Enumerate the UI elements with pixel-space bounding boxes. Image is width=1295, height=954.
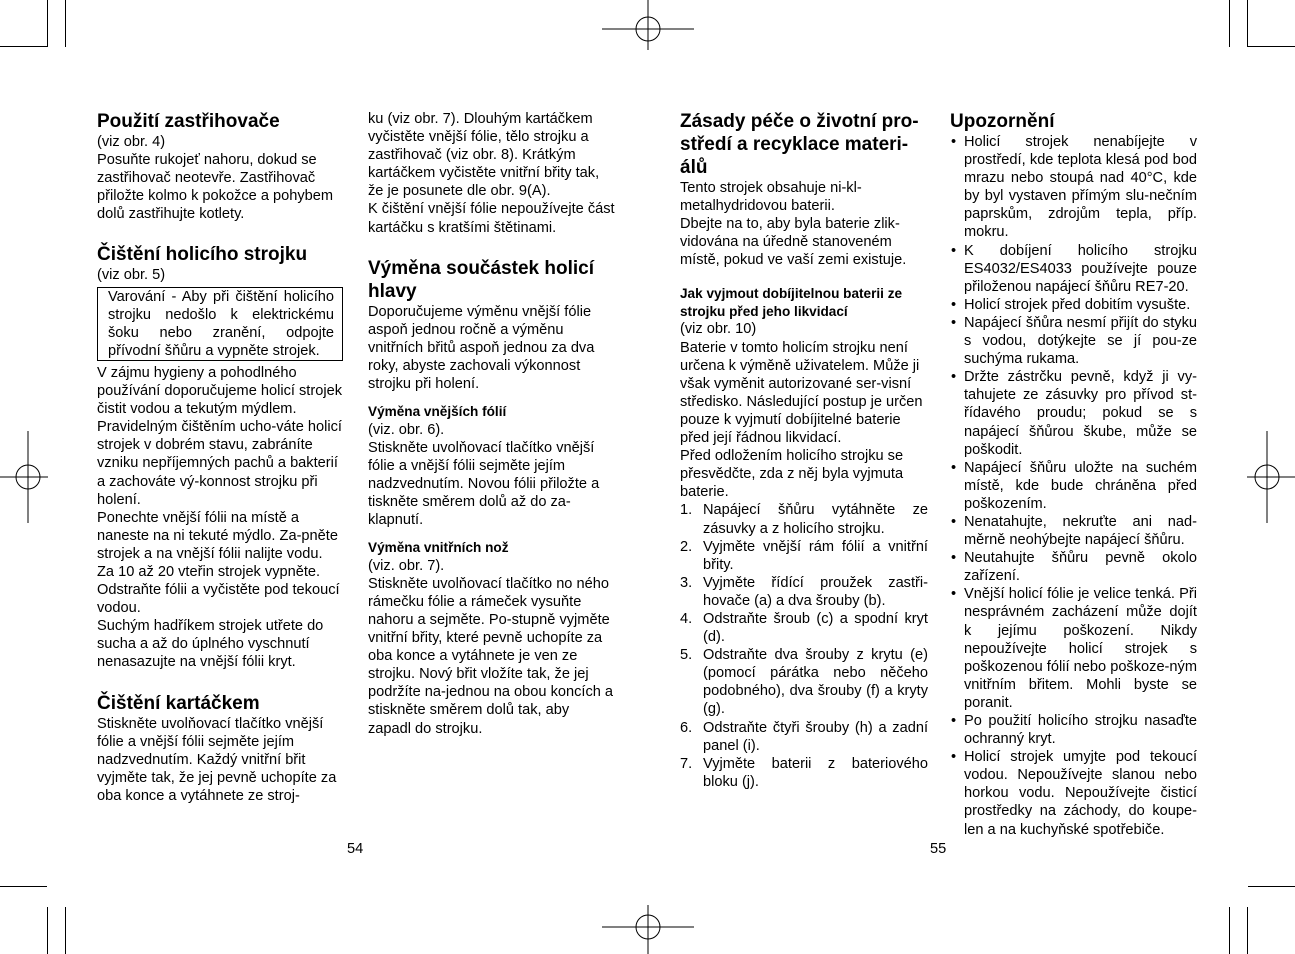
subsection-title-battery-removal: Jak vyjmout dobíjitelnou baterii ze strojku před jeho likvidací [680,286,903,319]
step-item [680,755,928,791]
bullet-icon: • [951,296,957,313]
paragraph: Za 10 až 20 vteřin strojek vypněte. Odstraňte fólii a vyčistěte pod tekoucí vodou. [97,563,340,617]
page54-column1 [97,110,343,805]
paragraph: Baterie v tomto holicím strojku není určena k výměně uživatelem. Může ji však vyměnit autorizované ser-visní středisko. Následující postup je určen pouze k vyjmutí dobíjitelné baterie před její řádnou likvidací. [680,339,923,447]
paragraph: V zájmu hygieny a pohodlného používání doporučujeme holicí strojek čistit vodou a tekutým mýdlem. Pravidelným čištěním ucho-váte holicí strojek v dobrém stavu, zabráníte vzniku nepříjemných pachů a bakterií a zachováte vý-konnost strojku při holení. [97,364,342,508]
caution-item [950,314,1197,368]
caution-item [950,712,1197,748]
step-number: 3. [680,574,693,591]
paragraph: Doporučujeme výměnu vnější fólie aspoň jednou ročně a výměnu vnitřních břitů aspoň jednou za dva roky, abyste zachovali výkonnost strojku při holení. [368,303,595,393]
bullet-icon: • [951,369,957,386]
caution-item [950,459,1197,513]
step-number: 4. [680,610,693,627]
bullet-icon: • [951,713,957,729]
step-number: 1. [680,502,693,519]
page55-column2 [950,110,1197,839]
paragraph: Stiskněte uvolňovací tlačítko vnější fólie a vnější fólii sejměte jejím nadzvednutím. Novou fólii přiložte a tiskněte směrem dolů až do za-klapnutí. [368,439,600,529]
caution-item [950,242,1197,296]
step-item [680,574,928,610]
paragraph: Dbejte na to, aby byla baterie zlik-vidována na úředně stanoveném místě, pokud ve vaší zemi existuje. [680,216,907,269]
caution-item [950,748,1197,838]
caution-text: Po použití holicího strojku nasaďte ochranný kryt. [964,713,1197,748]
section-title-cleaning: Čištění holicího strojku [97,244,308,266]
paragraph: Stiskněte uvolňovací tlačítko vnější fólie a vnější fólii sejměte jejím nadzvednutím. Každý vnitřní břit vyjměte tak, že jej pevně uchopíte za oba konce a vytáhnete ze stroj- [97,715,337,804]
step-item [680,610,928,646]
caution-item [950,513,1197,549]
caution-text: Nenatahujte, nekruťte ani nad-měrně neohýbejte napájecí šňůru. [964,513,1197,549]
page55-column1 [680,110,928,791]
caution-text: Držte zástrčku pevně, když ji vy-tahujete ze zásuvky pro přívod st-řídavého proudu; pokud se s napájecí šňůrou škube, může se poškodit. [964,369,1197,458]
caution-text: Napájecí šňůru uložte na suchém místě, kde bude chráněna před poškozením. [964,459,1197,512]
bullet-icon: • [951,459,957,476]
paragraph: Ponechte vnější fólii na místě a naneste na ni tekuté mýdlo. Za-pněte strojek a na vnější fólii nalijte vodu. [97,509,338,562]
paragraph: Suchým hadříkem strojek utřete do sucha a až do úplného vyschnutí nenasazujte na vnější fólii kryt. [97,618,324,671]
step-item [680,538,928,574]
page54-column2 [368,110,616,738]
paragraph: Posuňte rukojeť nahoru, dokud se zastřihovač neotevře. Zastřihovač přiložte kolmo k pokožce a pohybem dolů zastřihujte kotlety. [97,152,334,223]
bullet-icon: • [951,550,957,567]
caution-item [950,585,1197,712]
paragraph: ku (viz obr. 7). Dlouhým kartáčkem vyčistěte vnější fólie, tělo strojku a zastřihovač (viz obr. 8). Krátkým kartáčkem vyčistěte vnitřní břity tak, že je posunete dle obr. 9(A). [368,111,600,200]
step-number: 6. [680,719,693,736]
step-text: Odstraňte čtyři šrouby (h) a zadní panel (i). [703,719,928,754]
caution-item [950,133,1197,242]
bullet-icon: • [951,513,957,530]
warning-box: Varování - Aby při čištění holicího strojku nedošlo k elektrickému šoku nebo zranění, odpojte přívodní šňůru a vypněte strojek. [97,287,343,361]
caution-list [950,133,1197,839]
page-number-left: 54 [347,841,364,857]
bullet-icon: • [951,314,957,331]
battery-removal-steps [680,501,928,791]
paragraph: K čištění vnější fólie nepoužívejte část kartáčku s kratšími štětinami. [368,201,615,236]
paragraph: Před odložením holicího strojku se přesvědčte, zda z něj byla vyjmuta baterie. [680,448,904,501]
caution-text: Holicí strojek před dobitím vysušte. [964,296,1191,313]
bullet-icon: • [951,586,957,603]
figure-ref: (viz obr. 5) [97,267,166,284]
section-title-parts-replacement: Výměna součástek holicí hlavy [368,257,594,302]
step-number: 5. [680,647,693,664]
bullet-icon: • [951,134,957,150]
step-text: Vyjměte řídící proužek zastři-hovače (a) a dva šrouby (b). [703,574,928,609]
section-title-environment: Zásady péče o životní pro-středí a recyklace materi-álů [680,111,919,178]
step-text: Vyjměte baterii z bateriového bloku (j). [703,755,928,790]
step-number: 7. [680,755,693,772]
caution-text: Napájecí šňůra nesmí přijít do styku s vodou, dotýkejte se jí pou-ze suchýma rukama. [964,314,1197,368]
caution-item [950,296,1197,314]
paragraph: Stiskněte uvolňovací tlačítko no ného rámečku fólie a rámeček vysuňte nahoru a sejměte. Po-stupně vyjměte vnitřní břity, které pevně uchopíte za oba konce a vytáhnete je ven ze strojku. Nový břit vložíte tak, že jej podržíte na-jednou na obou koncích a stiskněte směrem dolů tak, aby zapadl do strojku. [368,575,614,737]
bullet-icon: • [951,749,957,766]
caution-item [950,549,1197,585]
step-text: Napájecí šňůru vytáhněte ze zásuvky a z holicího strojku. [703,502,928,537]
step-number: 2. [680,538,693,555]
page-number-right: 55 [930,841,947,857]
subsection-title-outer-foil: Výměna vnějších fólií [368,404,507,420]
bullet-icon: • [951,242,957,259]
step-item [680,719,928,755]
figure-ref: (viz. obr. 7). [368,557,445,574]
figure-ref: (viz obr. 4) [97,134,166,150]
step-text: Vyjměte vnější rám fólií a vnitřní břity. [703,538,928,573]
step-text: Odstraňte dva šrouby z krytu (e) (pomocí párátka nebo něčeho podobného), dva šrouby (f) a kryty (g). [703,647,928,718]
section-title-brush-cleaning: Čištění kartáčkem [97,692,260,714]
caution-item [950,368,1197,458]
caution-text: Vnější holicí fólie je velice tenká. Při nesprávném zacházení může dojít k jejímu poškození. Nikdy nepoužívejte holicí strojek s poškozenou fólií nebo poškoze-ným vnitřním břitem. Mohli byste se poranit. [964,586,1197,711]
caution-text: Holicí strojek nenabíjejte v prostředí, kde teplota klesá pod bod mrazu nebo stoupá nad 40°C, kde by byl vystaven přímým slu-nečním paprskům, zdrojům tepla, příp. mokru. [964,134,1197,241]
section-title-cautions: Upozornění [950,111,1055,132]
step-item [680,501,928,537]
section-title-trimmer: Použití zastřihovače [97,111,280,132]
subsection-title-inner-blades: Výměna vnitřních nož [368,540,509,556]
figure-ref: (viz. obr. 6). [368,421,445,438]
paragraph: Tento strojek obsahuje ni-kl-metalhydridovou baterii. [680,180,862,215]
figure-ref: (viz obr. 10) [680,321,757,338]
step-item [680,646,928,718]
caution-text: K dobíjení holicího strojku ES4032/ES4033 používejte pouze přiloženou napájecí šňůru RE7-20. [964,242,1197,295]
step-text: Odstraňte šroub (c) a spodní kryt (d). [703,610,928,646]
caution-text: Neutahujte šňůru pevně okolo zařízení. [964,550,1197,585]
caution-text: Holicí strojek umyjte pod tekoucí vodou. Nepoužívejte slanou nebo horkou vodu. Nepoužívejte čisticí prostředky na záchody, do koupe-len a na kuchyňské spotřebiče. [964,749,1197,838]
